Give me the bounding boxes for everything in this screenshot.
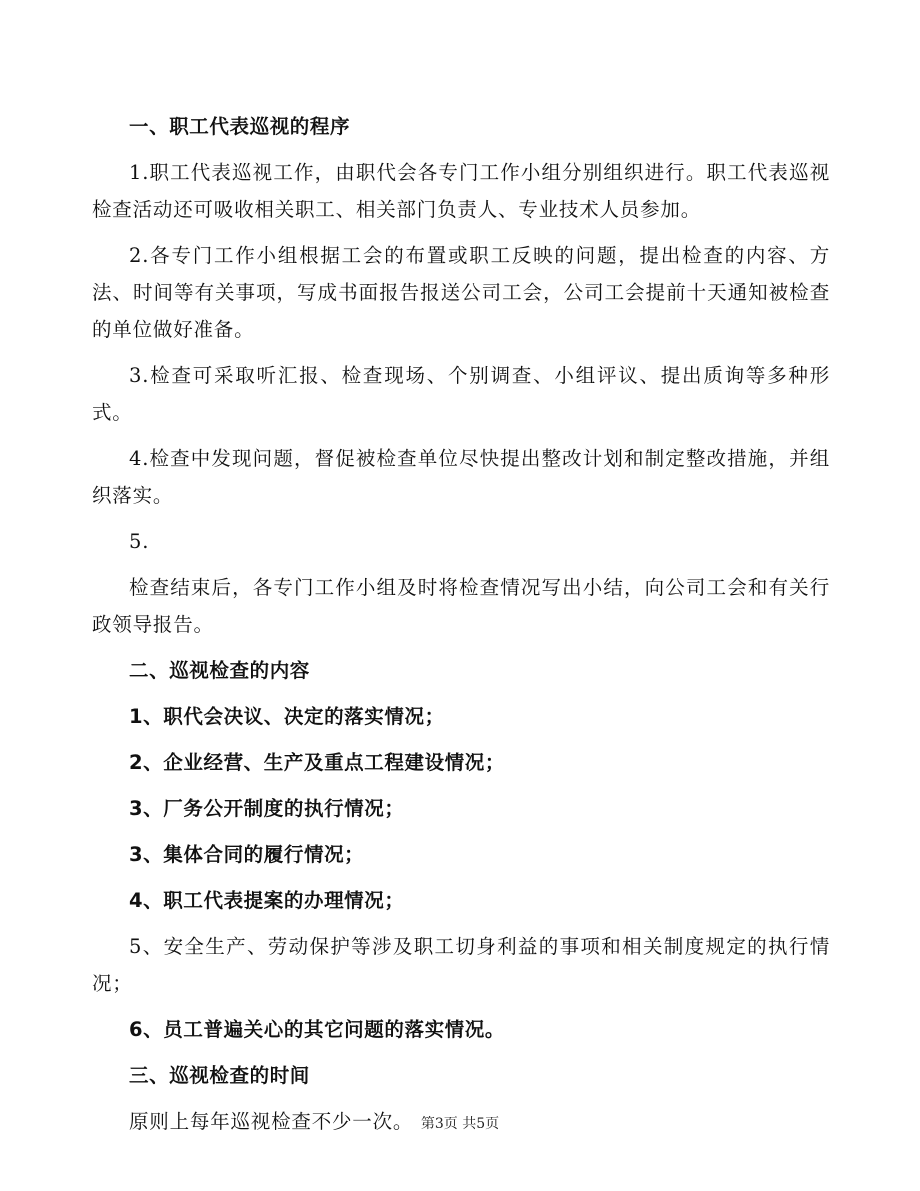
list-item-2-1: 1、职代会决议、决定的落实情况； [129, 705, 445, 728]
paragraph-1-1: 1.职工代表巡视工作，由职代会各专门工作小组分别组织进行。职工代表巡视检查活动还可吸收相关职工、相关部门负责人、专业技术人员参加。 [92, 161, 830, 221]
list-item-2-3: 3、厂务公开制度的执行情况； [129, 797, 405, 820]
list-item-2-5: 5、安全生产、劳动保护等涉及职工切身利益的事项和相关制度规定的执行情况； [92, 935, 830, 995]
paragraph-1-3: 3.检查可采取听汇报、检查现场、个别调查、小组评议、提出质询等多种形式。 [92, 364, 830, 424]
page-number-footer: 第3页 共5页 [420, 1116, 500, 1132]
section-heading-2: 二、巡视检查的内容 [129, 659, 310, 682]
paragraph-1-5: 检查结束后，各专门工作小组及时将检查情况写出小结，向公司工会和有关行政领导报告。 [92, 576, 830, 636]
paragraph-1-2: 2.各专门工作小组根据工会的布置或职工反映的问题，提出检查的内容、方法、时间等有关事项，写成书面报告报送公司工会，公司工会提前十天通知被检查的单位做好准备。 [92, 244, 830, 341]
list-item-2-4: 4、职工代表提案的办理情况； [129, 889, 405, 912]
section-heading-1: 一、职工代表巡视的程序 [129, 115, 351, 138]
list-item-2-6: 6、员工普遍关心的其它问题的落实情况。 [129, 1018, 505, 1041]
paragraph-1-5-number: 5. [129, 530, 150, 553]
paragraph-1-4: 4.检查中发现问题，督促被检查单位尽快提出整改计划和制定整改措施，并组织落实。 [92, 447, 830, 507]
document-body [92, 108, 830, 1149]
list-item-2-3b: 3、集体合同的履行情况； [129, 843, 365, 866]
section-heading-3: 三、巡视检查的时间 [129, 1064, 310, 1087]
list-item-2-2: 2、企业经营、生产及重点工程建设情况； [129, 751, 505, 774]
paragraph-3-1: 原则上每年巡视检查不少一次。 [129, 1110, 414, 1133]
